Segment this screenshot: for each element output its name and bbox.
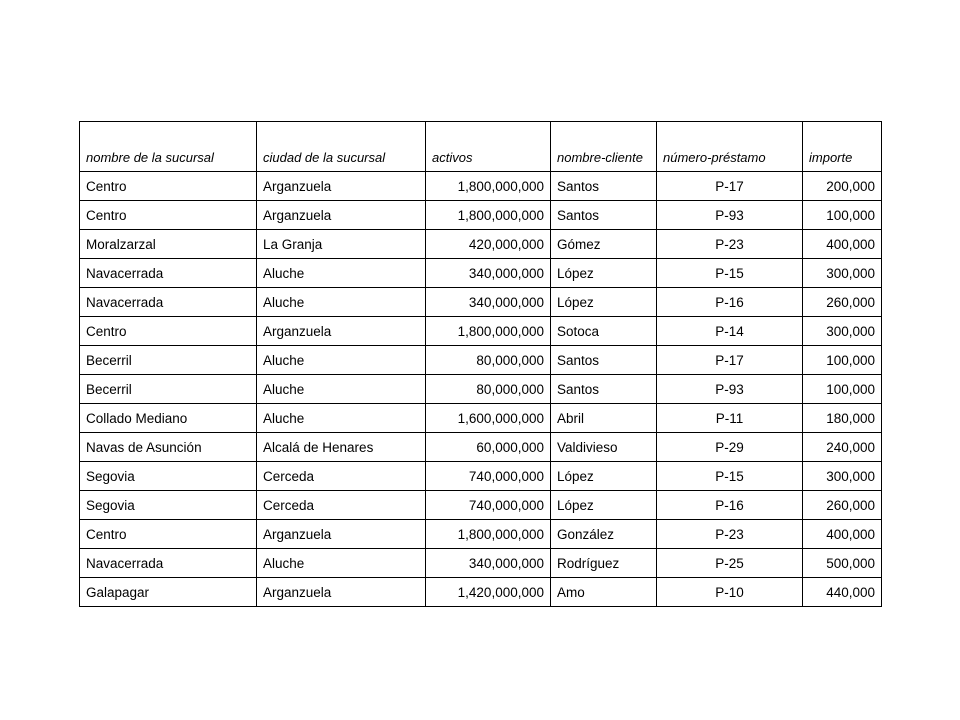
cell-nombre-cliente: Abril: [551, 404, 657, 433]
cell-ciudad-sucursal: Arganzuela: [257, 578, 426, 607]
cell-activos: 60,000,000: [426, 433, 551, 462]
cell-numero-prestamo: P-15: [657, 462, 803, 491]
table-row: [80, 230, 882, 259]
cell-activos: 1,600,000,000: [426, 404, 551, 433]
table-row: [80, 288, 882, 317]
cell-nombre-sucursal: Navacerrada: [80, 549, 257, 578]
cell-nombre-sucursal: Galapagar: [80, 578, 257, 607]
table-row: [80, 259, 882, 288]
cell-nombre-cliente: Gómez: [551, 230, 657, 259]
cell-importe: 100,000: [803, 375, 882, 404]
table-row: [80, 520, 882, 549]
cell-ciudad-sucursal: Aluche: [257, 346, 426, 375]
cell-activos: 740,000,000: [426, 462, 551, 491]
table-row: [80, 433, 882, 462]
header-nombre-sucursal: nombre de la sucursal: [80, 122, 257, 172]
cell-importe: 100,000: [803, 201, 882, 230]
cell-nombre-cliente: González: [551, 520, 657, 549]
cell-activos: 1,420,000,000: [426, 578, 551, 607]
cell-activos: 340,000,000: [426, 259, 551, 288]
cell-nombre-cliente: Santos: [551, 201, 657, 230]
cell-activos: 1,800,000,000: [426, 172, 551, 201]
cell-nombre-cliente: Sotoca: [551, 317, 657, 346]
cell-numero-prestamo: P-10: [657, 578, 803, 607]
cell-nombre-sucursal: Navacerrada: [80, 288, 257, 317]
cell-ciudad-sucursal: Arganzuela: [257, 201, 426, 230]
cell-ciudad-sucursal: Aluche: [257, 259, 426, 288]
cell-nombre-cliente: Valdivieso: [551, 433, 657, 462]
cell-ciudad-sucursal: Cerceda: [257, 491, 426, 520]
cell-numero-prestamo: P-93: [657, 375, 803, 404]
cell-activos: 420,000,000: [426, 230, 551, 259]
cell-importe: 400,000: [803, 230, 882, 259]
table-row: [80, 578, 882, 607]
cell-importe: 180,000: [803, 404, 882, 433]
cell-ciudad-sucursal: Aluche: [257, 375, 426, 404]
cell-ciudad-sucursal: Arganzuela: [257, 520, 426, 549]
cell-numero-prestamo: P-11: [657, 404, 803, 433]
table-row: [80, 404, 882, 433]
cell-activos: 80,000,000: [426, 375, 551, 404]
cell-numero-prestamo: P-25: [657, 549, 803, 578]
cell-nombre-cliente: López: [551, 462, 657, 491]
cell-importe: 300,000: [803, 317, 882, 346]
cell-numero-prestamo: P-17: [657, 346, 803, 375]
cell-nombre-sucursal: Segovia: [80, 462, 257, 491]
cell-nombre-sucursal: Centro: [80, 520, 257, 549]
cell-importe: 240,000: [803, 433, 882, 462]
cell-nombre-cliente: Rodríguez: [551, 549, 657, 578]
table-row: [80, 462, 882, 491]
cell-numero-prestamo: P-23: [657, 520, 803, 549]
cell-nombre-sucursal: Centro: [80, 172, 257, 201]
header-row: [80, 122, 882, 172]
cell-nombre-sucursal: Becerril: [80, 346, 257, 375]
cell-importe: 260,000: [803, 288, 882, 317]
cell-ciudad-sucursal: Arganzuela: [257, 317, 426, 346]
cell-activos: 340,000,000: [426, 549, 551, 578]
cell-nombre-sucursal: Centro: [80, 317, 257, 346]
cell-importe: 200,000: [803, 172, 882, 201]
cell-importe: 400,000: [803, 520, 882, 549]
table-row: [80, 491, 882, 520]
cell-ciudad-sucursal: La Granja: [257, 230, 426, 259]
header-ciudad-sucursal: ciudad de la sucursal: [257, 122, 426, 172]
cell-nombre-sucursal: Moralzarzal: [80, 230, 257, 259]
cell-numero-prestamo: P-23: [657, 230, 803, 259]
cell-nombre-cliente: Amo: [551, 578, 657, 607]
cell-nombre-cliente: López: [551, 491, 657, 520]
cell-nombre-cliente: López: [551, 288, 657, 317]
cell-nombre-cliente: Santos: [551, 172, 657, 201]
cell-nombre-sucursal: Navas de Asunción: [80, 433, 257, 462]
cell-importe: 300,000: [803, 259, 882, 288]
cell-importe: 440,000: [803, 578, 882, 607]
cell-activos: 1,800,000,000: [426, 201, 551, 230]
loans-table: [79, 121, 882, 607]
table-row: [80, 346, 882, 375]
cell-importe: 500,000: [803, 549, 882, 578]
cell-ciudad-sucursal: Aluche: [257, 404, 426, 433]
cell-ciudad-sucursal: Aluche: [257, 549, 426, 578]
cell-numero-prestamo: P-15: [657, 259, 803, 288]
cell-nombre-cliente: López: [551, 259, 657, 288]
cell-activos: 340,000,000: [426, 288, 551, 317]
header-importe: importe: [803, 122, 882, 172]
table-row: [80, 375, 882, 404]
cell-numero-prestamo: P-16: [657, 288, 803, 317]
cell-nombre-cliente: Santos: [551, 375, 657, 404]
table-row: [80, 549, 882, 578]
cell-ciudad-sucursal: Cerceda: [257, 462, 426, 491]
cell-numero-prestamo: P-16: [657, 491, 803, 520]
table-row: [80, 317, 882, 346]
header-activos: activos: [426, 122, 551, 172]
cell-nombre-cliente: Santos: [551, 346, 657, 375]
header-nombre-cliente: nombre-cliente: [551, 122, 657, 172]
cell-nombre-sucursal: Segovia: [80, 491, 257, 520]
cell-activos: 80,000,000: [426, 346, 551, 375]
cell-ciudad-sucursal: Arganzuela: [257, 172, 426, 201]
cell-activos: 1,800,000,000: [426, 317, 551, 346]
cell-activos: 740,000,000: [426, 491, 551, 520]
cell-nombre-sucursal: Becerril: [80, 375, 257, 404]
cell-ciudad-sucursal: Alcalá de Henares: [257, 433, 426, 462]
cell-numero-prestamo: P-17: [657, 172, 803, 201]
table-row: [80, 172, 882, 201]
cell-nombre-sucursal: Navacerrada: [80, 259, 257, 288]
cell-activos: 1,800,000,000: [426, 520, 551, 549]
cell-importe: 260,000: [803, 491, 882, 520]
cell-importe: 100,000: [803, 346, 882, 375]
cell-numero-prestamo: P-29: [657, 433, 803, 462]
header-numero-prestamo: número-préstamo: [657, 122, 803, 172]
table-row: [80, 201, 882, 230]
cell-ciudad-sucursal: Aluche: [257, 288, 426, 317]
cell-nombre-sucursal: Collado Mediano: [80, 404, 257, 433]
cell-importe: 300,000: [803, 462, 882, 491]
cell-nombre-sucursal: Centro: [80, 201, 257, 230]
cell-numero-prestamo: P-14: [657, 317, 803, 346]
cell-numero-prestamo: P-93: [657, 201, 803, 230]
